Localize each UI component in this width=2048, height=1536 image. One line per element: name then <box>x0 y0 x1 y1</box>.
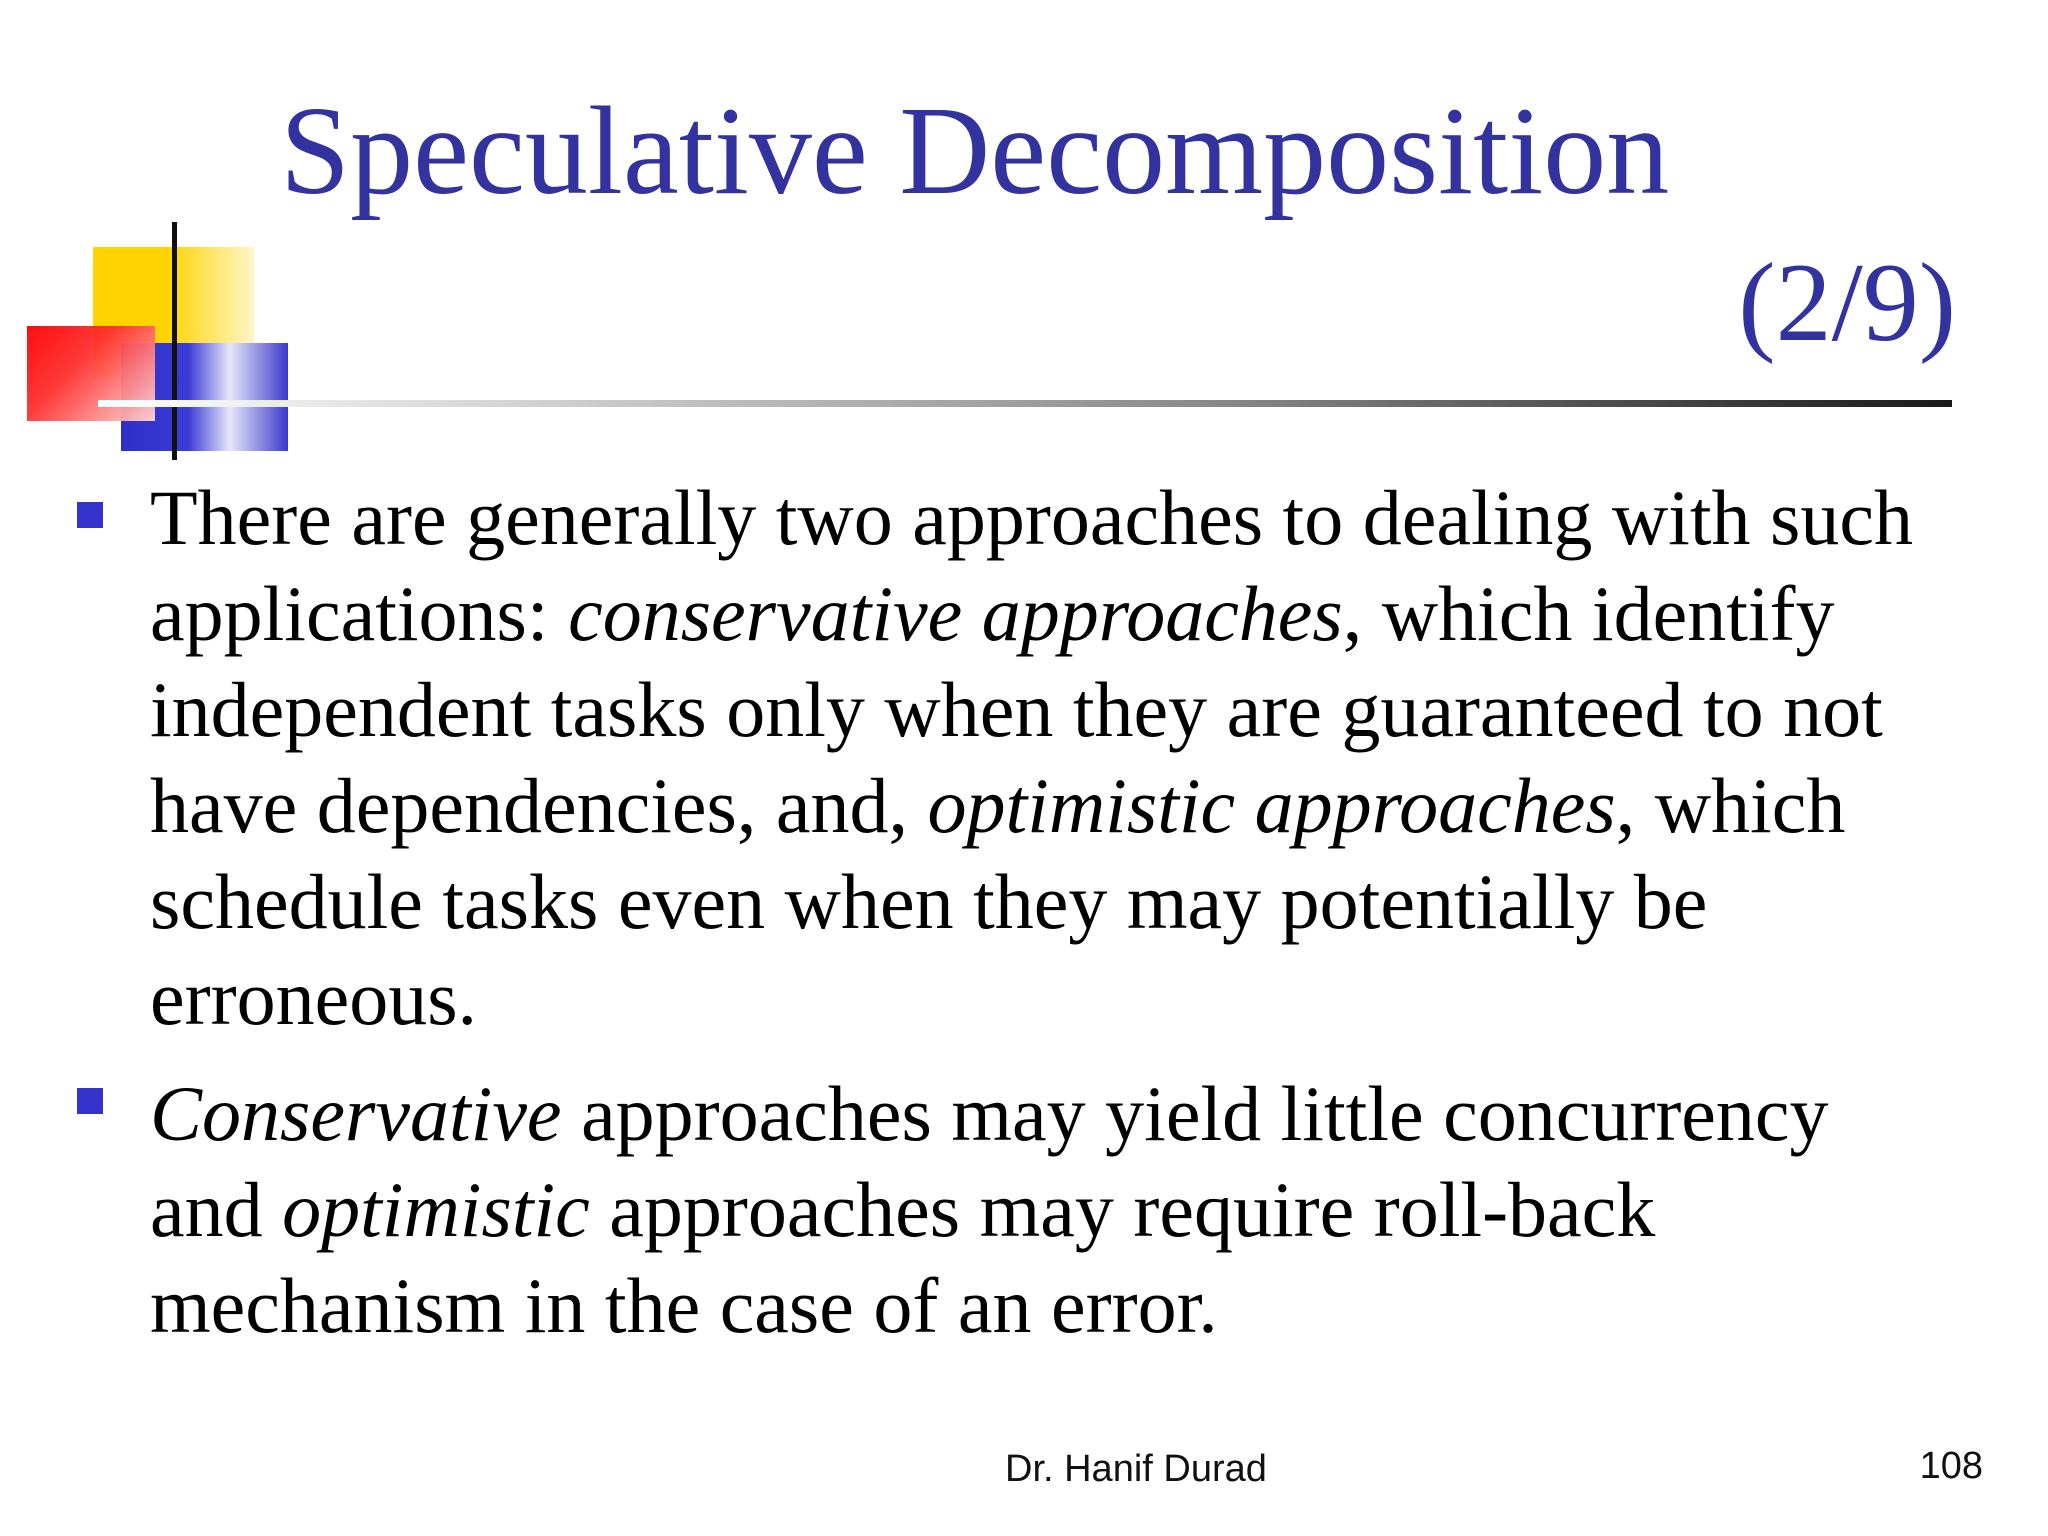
slide-subtitle: (2/9) <box>1738 241 1956 365</box>
bullet-emphasis: optimistic <box>282 1166 590 1253</box>
bullet-text: , which identify independent tasks only when they are guaranteed to not have dependencies, and, <box>150 570 1883 849</box>
bullet-text: , which schedule tasks even when they may potentially be erroneous. <box>150 762 1846 1041</box>
page-number: 108 <box>1919 1445 1983 1487</box>
bullet-text: There are generally two approaches to dealing with such applications: <box>150 474 1913 657</box>
bullet-item <box>150 470 1930 1046</box>
bullet-square-icon <box>77 502 103 528</box>
bullet-emphasis: conservative approaches <box>568 570 1343 657</box>
bullet-emphasis: optimistic approaches <box>927 762 1616 849</box>
bullet-square-icon <box>77 1088 103 1114</box>
bullet-item <box>150 1066 1930 1354</box>
logo-vertical-line <box>172 222 177 460</box>
bullet-text: approaches may require roll-back mechanism in the case of an error. <box>150 1166 1656 1349</box>
bullet-emphasis: Conservative <box>150 1070 562 1157</box>
bullet-text: approaches may yield little concurrency and <box>150 1070 1829 1253</box>
slide-title: Speculative Decomposition <box>280 82 1670 221</box>
footer-author: Dr. Hanif Durad <box>1005 1448 1267 1490</box>
title-underline <box>98 400 1952 407</box>
